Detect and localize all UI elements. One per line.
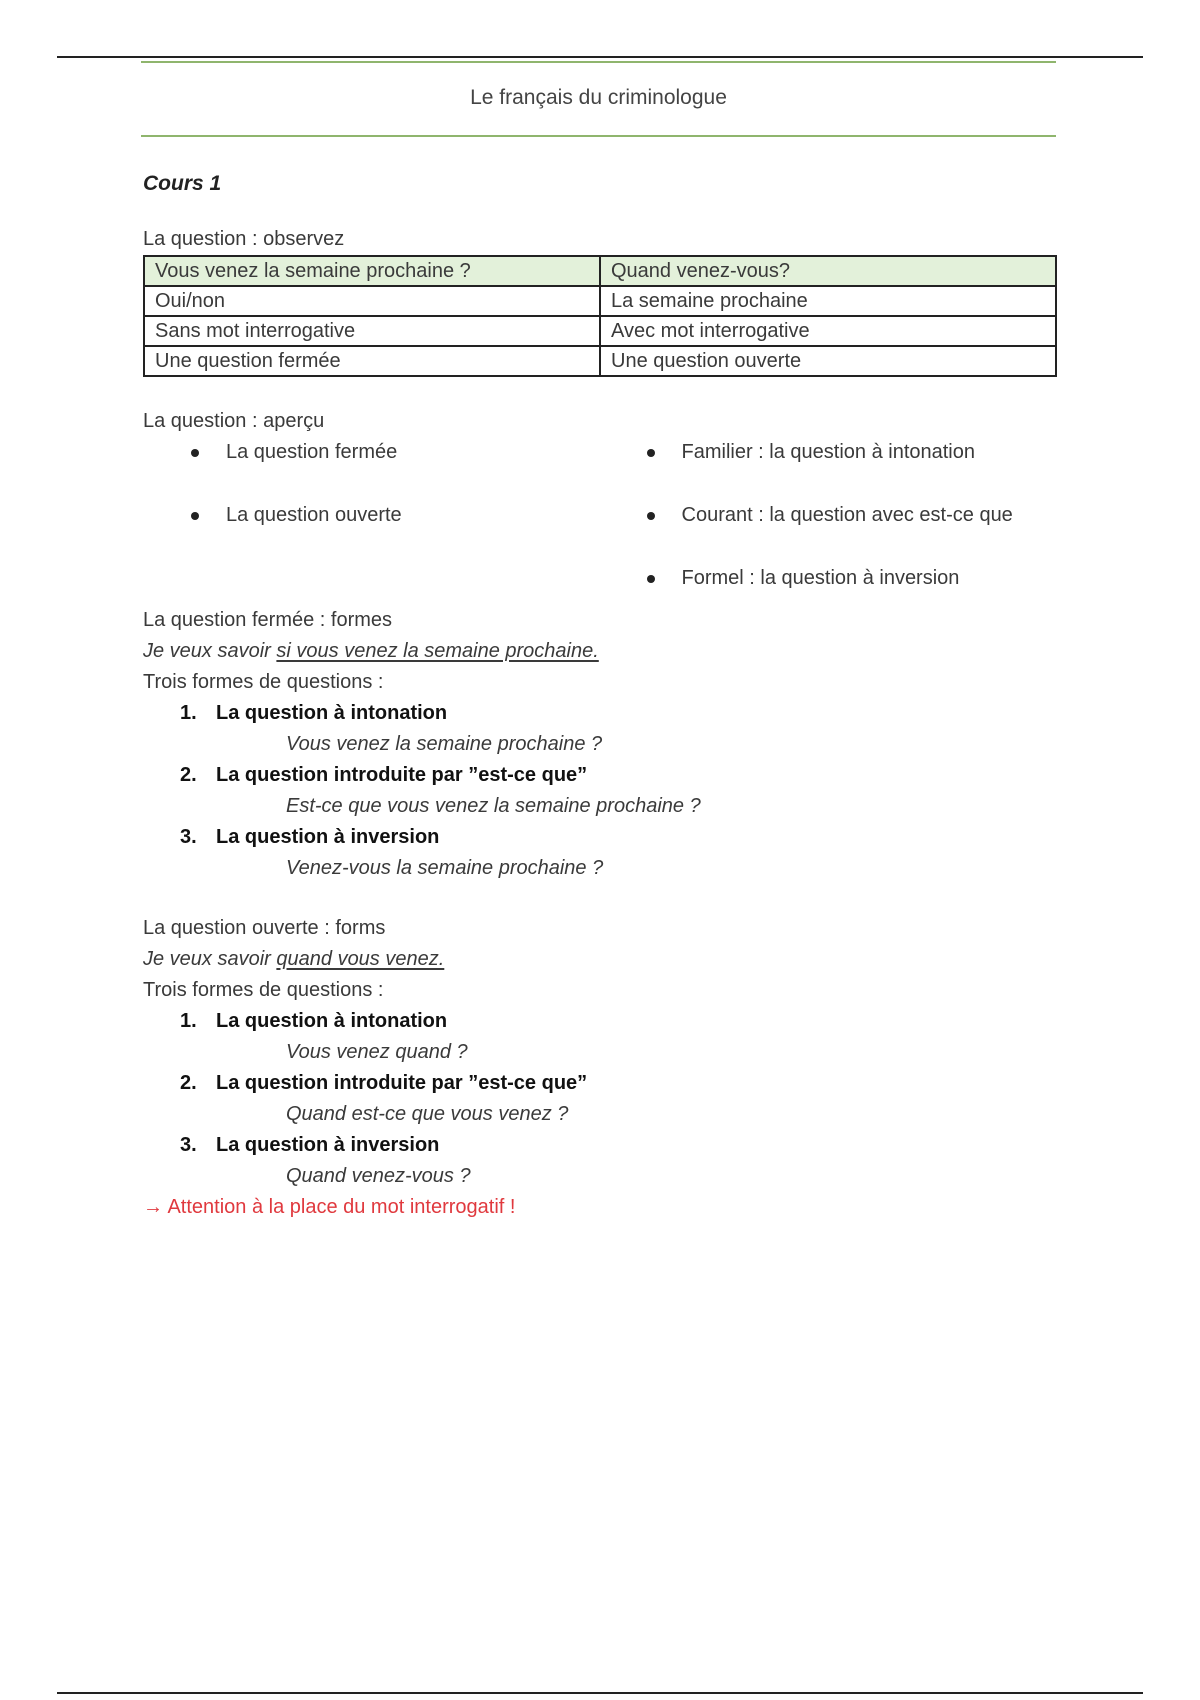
list-item <box>143 1068 1058 1130</box>
form-title: La question à inversion <box>216 826 440 848</box>
header-title: Le français du criminologue <box>470 86 727 109</box>
form-number: 2. <box>180 764 197 786</box>
table-cell: Quand venez-vous? <box>600 256 1056 286</box>
form-example: Vous venez quand ? <box>286 1041 468 1063</box>
overview-label: La question : aperçu <box>143 410 325 432</box>
closed-label: La question fermée : formes <box>143 609 393 631</box>
form-title: La question à intonation <box>216 702 448 724</box>
table-row <box>144 286 1056 316</box>
closed-example <box>143 636 1058 667</box>
form-number: 1. <box>180 1010 197 1032</box>
page-content <box>143 170 1058 1223</box>
observe-table <box>143 255 1057 377</box>
open-example-underlined: quand vous venez. <box>276 948 445 970</box>
list-item: Courant : la question avec est-ce que <box>601 500 1059 530</box>
attention-note: → Attention à la place du mot interrogatif ! <box>143 1196 516 1218</box>
form-example: Quand venez-vous ? <box>286 1165 471 1187</box>
open-intro: Trois formes de questions : <box>143 979 384 1001</box>
header-bottom-rule <box>141 135 1056 137</box>
open-label: La question ouverte : forms <box>143 917 386 939</box>
table-cell: Avec mot interrogative <box>600 316 1056 346</box>
table-row <box>144 256 1056 286</box>
table-cell: Une question fermée <box>144 346 600 376</box>
closed-example-underlined: si vous venez la semaine prochaine. <box>276 640 599 662</box>
table-row <box>144 346 1056 376</box>
form-number: 3. <box>180 826 197 848</box>
table-cell: Sans mot interrogative <box>144 316 600 346</box>
table-cell: Une question ouverte <box>600 346 1056 376</box>
list-item <box>143 1130 1058 1192</box>
form-title: La question introduite par ”est-ce que” <box>216 764 588 786</box>
closed-forms-list <box>143 698 1058 884</box>
list-item <box>143 698 1058 760</box>
form-example: Venez-vous la semaine prochaine ? <box>286 857 604 879</box>
open-example <box>143 944 1058 975</box>
list-item: Formel : la question à inversion <box>601 563 1059 593</box>
form-example: Quand est-ce que vous venez ? <box>286 1103 569 1125</box>
list-item <box>143 822 1058 884</box>
overview-right-list <box>601 437 1059 605</box>
top-page-rule <box>57 56 1143 58</box>
overview-left-list <box>143 437 601 605</box>
open-forms-list <box>143 1006 1058 1192</box>
table-cell: Oui/non <box>144 286 600 316</box>
table-cell: La semaine prochaine <box>600 286 1056 316</box>
open-example-prefix: Je veux savoir <box>143 948 277 970</box>
overview-columns <box>143 437 1058 605</box>
list-item: Familier : la question à intonation <box>601 437 1059 467</box>
form-title: La question à inversion <box>216 1134 440 1156</box>
observe-label: La question : observez <box>143 228 345 250</box>
list-item <box>143 1006 1058 1068</box>
table-cell: Vous venez la semaine prochaine ? <box>144 256 600 286</box>
list-item: La question fermée <box>143 437 601 467</box>
form-example: Vous venez la semaine prochaine ? <box>286 733 603 755</box>
form-title: La question introduite par ”est-ce que” <box>216 1072 588 1094</box>
form-number: 1. <box>180 702 197 724</box>
closed-example-prefix: Je veux savoir <box>143 640 277 662</box>
table-row <box>144 316 1056 346</box>
list-item: La question ouverte <box>143 500 601 530</box>
course-title: Cours 1 <box>143 172 222 195</box>
form-title: La question à intonation <box>216 1010 448 1032</box>
form-example: Est-ce que vous venez la semaine prochaine ? <box>286 795 701 817</box>
closed-intro: Trois formes de questions : <box>143 671 384 693</box>
header-top-rule <box>141 61 1056 63</box>
bottom-page-rule <box>57 1692 1143 1694</box>
list-item <box>143 760 1058 822</box>
form-number: 2. <box>180 1072 197 1094</box>
form-number: 3. <box>180 1134 197 1156</box>
